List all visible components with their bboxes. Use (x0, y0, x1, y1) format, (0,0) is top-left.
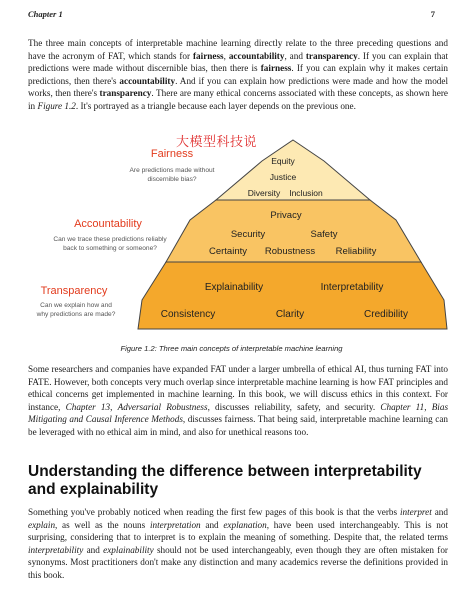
label-robustness: Robustness (264, 246, 316, 257)
label-diversity: Diversity (247, 188, 281, 198)
text-run: . There are many ethical concerns associated with these concepts, as shown here in (28, 88, 448, 111)
text-run: Some researchers and companies have expanded FAT under a larger umbrella of ethical AI, thus turning FAT into FATE. However, both concepts very much overlap since interpretable machine learning is how FAT principles and ethical concerns get implemented in machine learning. In this book, we will discuss ethics in this context. For instance, (28, 364, 448, 412)
text-run: and (83, 544, 104, 555)
label-security: Security (230, 229, 266, 240)
label-safety: Safety (310, 229, 338, 240)
label-certainty: Certainty (208, 246, 248, 257)
accountability-title: Accountability (74, 218, 142, 230)
italic-term: interpret (399, 507, 432, 517)
figure-reference: Figure 1.2 (37, 100, 76, 111)
bold-term: accountability (119, 75, 176, 86)
chapter-title: Adversarial Robustness (117, 401, 208, 412)
label-privacy: Privacy (270, 210, 302, 221)
label-equity: Equity (271, 156, 295, 166)
text-run: The three main concepts of interpretable machine learning directly relate to the three preceding questions and have the acronym of FAT, which stands for (28, 38, 448, 61)
bold-term: accountability (228, 50, 285, 61)
italic-term: interpretation (149, 519, 201, 530)
label-reliability: Reliability (335, 246, 377, 257)
text-run: , (223, 50, 229, 61)
italic-term: explain (28, 519, 56, 530)
page-number: 7 (430, 9, 435, 19)
label-explainability: Explainability (204, 282, 264, 293)
fairness-title: Fairness (150, 148, 194, 160)
text-run: Something you've probably noticed when reading the first few pages of this book is that the verbs (28, 507, 400, 517)
label-interpretability: Interpretability (320, 282, 384, 293)
text-run: , and (284, 50, 306, 61)
watermark-text: 大模型科技说 (176, 135, 258, 150)
label-inclusion: Inclusion (289, 188, 323, 198)
paragraph-fate (28, 363, 448, 439)
italic-term: explainability (103, 544, 154, 555)
text-run: , as well as the nouns (55, 519, 150, 530)
text-run: should not be used interchangeably, even though they are often mistaken for synonyms. Most practitioners don't make any distinction and many academics reverse the definitions provided in this book. (28, 544, 448, 580)
text-run: . If you can explain why it makes certain predictions, then there's (28, 63, 448, 86)
label-justice: Justice (269, 172, 297, 182)
accountability-question-line: Can we trace these predictions reliably (53, 236, 167, 243)
text-run: , discusses reliability, safety, and security. (207, 401, 381, 412)
bold-term: transparency (305, 50, 358, 61)
paragraph-interpret-explain (28, 506, 448, 582)
text-run: . It's portrayed as a triangle because each layer depends on the previous one. (75, 100, 356, 111)
chapter-reference: Chapter 13 (65, 401, 111, 412)
fairness-question-line: discernible bias? (147, 176, 197, 183)
bold-term: fairness (260, 63, 292, 74)
text-run: . And if you can explain how predictions were made and how the model works, then there's (28, 75, 449, 99)
text-run: , discusses fairness. That being said, interpretable machine learning can be leveraged with no ethical aim in mind, and also for unethical reasons too. (28, 414, 448, 437)
text-run: , (110, 401, 118, 412)
italic-term: interpretability (28, 544, 84, 555)
italic-term: explanation (223, 519, 267, 530)
bold-term: transparency (99, 88, 152, 99)
transparency-title: Transparency (40, 285, 108, 297)
accountability-question-line: back to something or someone? (63, 245, 157, 252)
label-credibility: Credibility (364, 309, 408, 320)
text-run: , have been used interchangeably. This is not surprising, considering that to interpret is to explain the meaning of something. Despite that, the related terms (28, 519, 448, 543)
text-run: , (424, 401, 432, 412)
running-header-chapter: Chapter 1 (28, 9, 63, 19)
chapter-reference: Chapter 11 (380, 401, 425, 412)
label-clarity: Clarity (275, 309, 305, 320)
text-run: and (431, 507, 448, 517)
section-heading: Understanding the difference between interpretability and explainability (28, 463, 422, 498)
figure-caption: Figure 1.2: Three main concepts of interpretable machine learning (120, 344, 343, 353)
bold-term: fairness (193, 50, 224, 61)
fairness-question-line: Are predictions made without (129, 167, 215, 174)
transparency-question-line: why predictions are made? (36, 311, 116, 318)
chapter-title: Bias Mitigating and Causal Inference Methods (28, 401, 449, 425)
label-consistency: Consistency (160, 309, 216, 320)
text-run: and (200, 519, 224, 530)
text-run: . If you can explain that predictions were made without discernible bias, then there is (28, 50, 449, 74)
transparency-question-line: Can we explain how and (40, 302, 112, 309)
